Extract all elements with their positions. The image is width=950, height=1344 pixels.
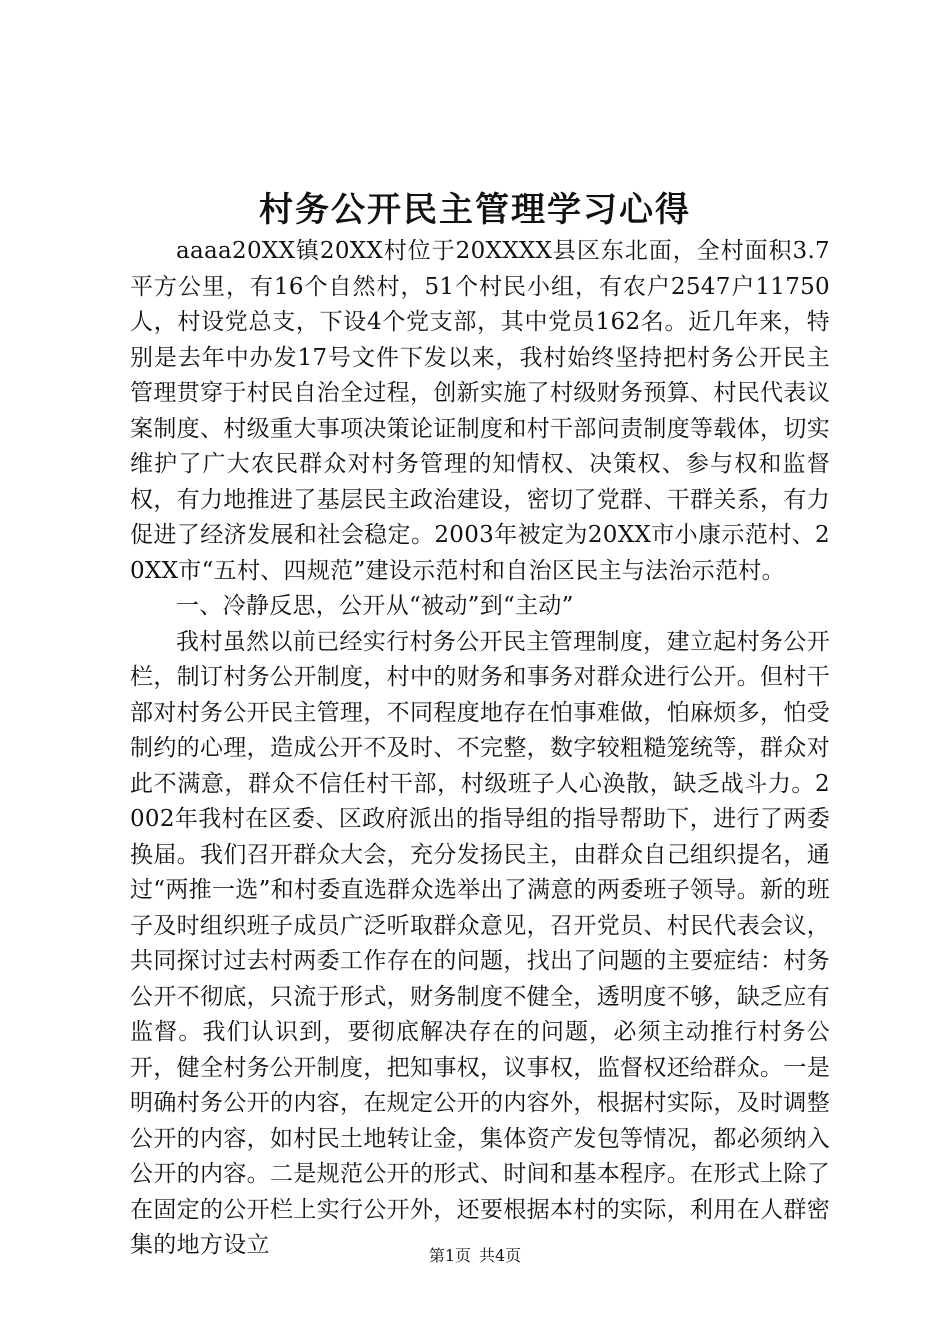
document-body xyxy=(130,234,830,1264)
page-number: 第1页 xyxy=(428,1246,471,1265)
page-footer xyxy=(0,1244,950,1268)
section-heading: 一、冷静反思，公开从“被动”到“主动” xyxy=(176,593,574,619)
body-paragraph: 我村虽然以前已经实行村务公开民主管理制度，建立起村务公开栏，制订村务公开制度，村中的财务和事务对群众进行公开。但村干部对村务公开民主管理，不同程度地存在怕事难做，怕麻烦多，怕受制约的心理，造成公开不及时、不完整，数字较粗糙笼统等，群众对此不满意，群众不信任村干部，村级班子人心涣散，缺乏战斗力。2002年我村在区委、区政府派出的指导组的指导帮助下，进行了两委换届。我们召开群众大会，充分发扬民主，由群众自己组织提名，通过“两推一选”和村委直选群众选举出了满意的两委班子领导。新的班子及时组织班子成员广泛听取群众意见，召开党员、村民代表会议，共同探讨过去村两委工作存在的问题，找出了问题的主要症结：村务公开不彻底，只流于形式，财务制度不健全，透明度不够，缺乏应有监督。我们认识到，要彻底解决存在的问题，必须主动推行村务公开，健全村务公开制度，把知事权，议事权，监督权还给群众。一是明确村务公开的内容，在规定公开的内容外，根据村实际，及时调整公开的内容，如村民土地转让金，集体资产发包等情况，都必须纳入公开的内容。二是规范公开的形式、时间和基本程序。在形式上除了在固定的公开栏上实行公开外，还要根据本村的实际，利用在人群密集的地方设立 xyxy=(130,628,830,1258)
page-title: 村务公开民主管理学习心得 xyxy=(259,190,691,230)
page-total: 共4页 xyxy=(479,1246,522,1265)
intro-paragraph: aaaa20XX镇20XX村位于20XXXX县区东北面，全村面积3.7平方公里，有16个自然村，51个村民小组，有农户2547户11750人，村设党总支，下设4个党支部，其中党员162名。近几年来，特别是去年中办发17号文件下发以来，我村始终坚持把村务公开民主管理贯穿于村民自治全过程，创新实施了村级财务预算、村民代表议案制度、村级重大事项决策论证制度和村干部问责制度等载体，切实维护了广大农民群众对村务管理的知情权、决策权、参与权和监督权，有力地推进了基层民主政治建设，密切了党群、干群关系，有力促进了经济发展和社会稳定。2003年被定为20XX市小康示范村、20XX市“五村、四规范”建设示范村和自治区民主与法治示范村。 xyxy=(130,238,830,584)
